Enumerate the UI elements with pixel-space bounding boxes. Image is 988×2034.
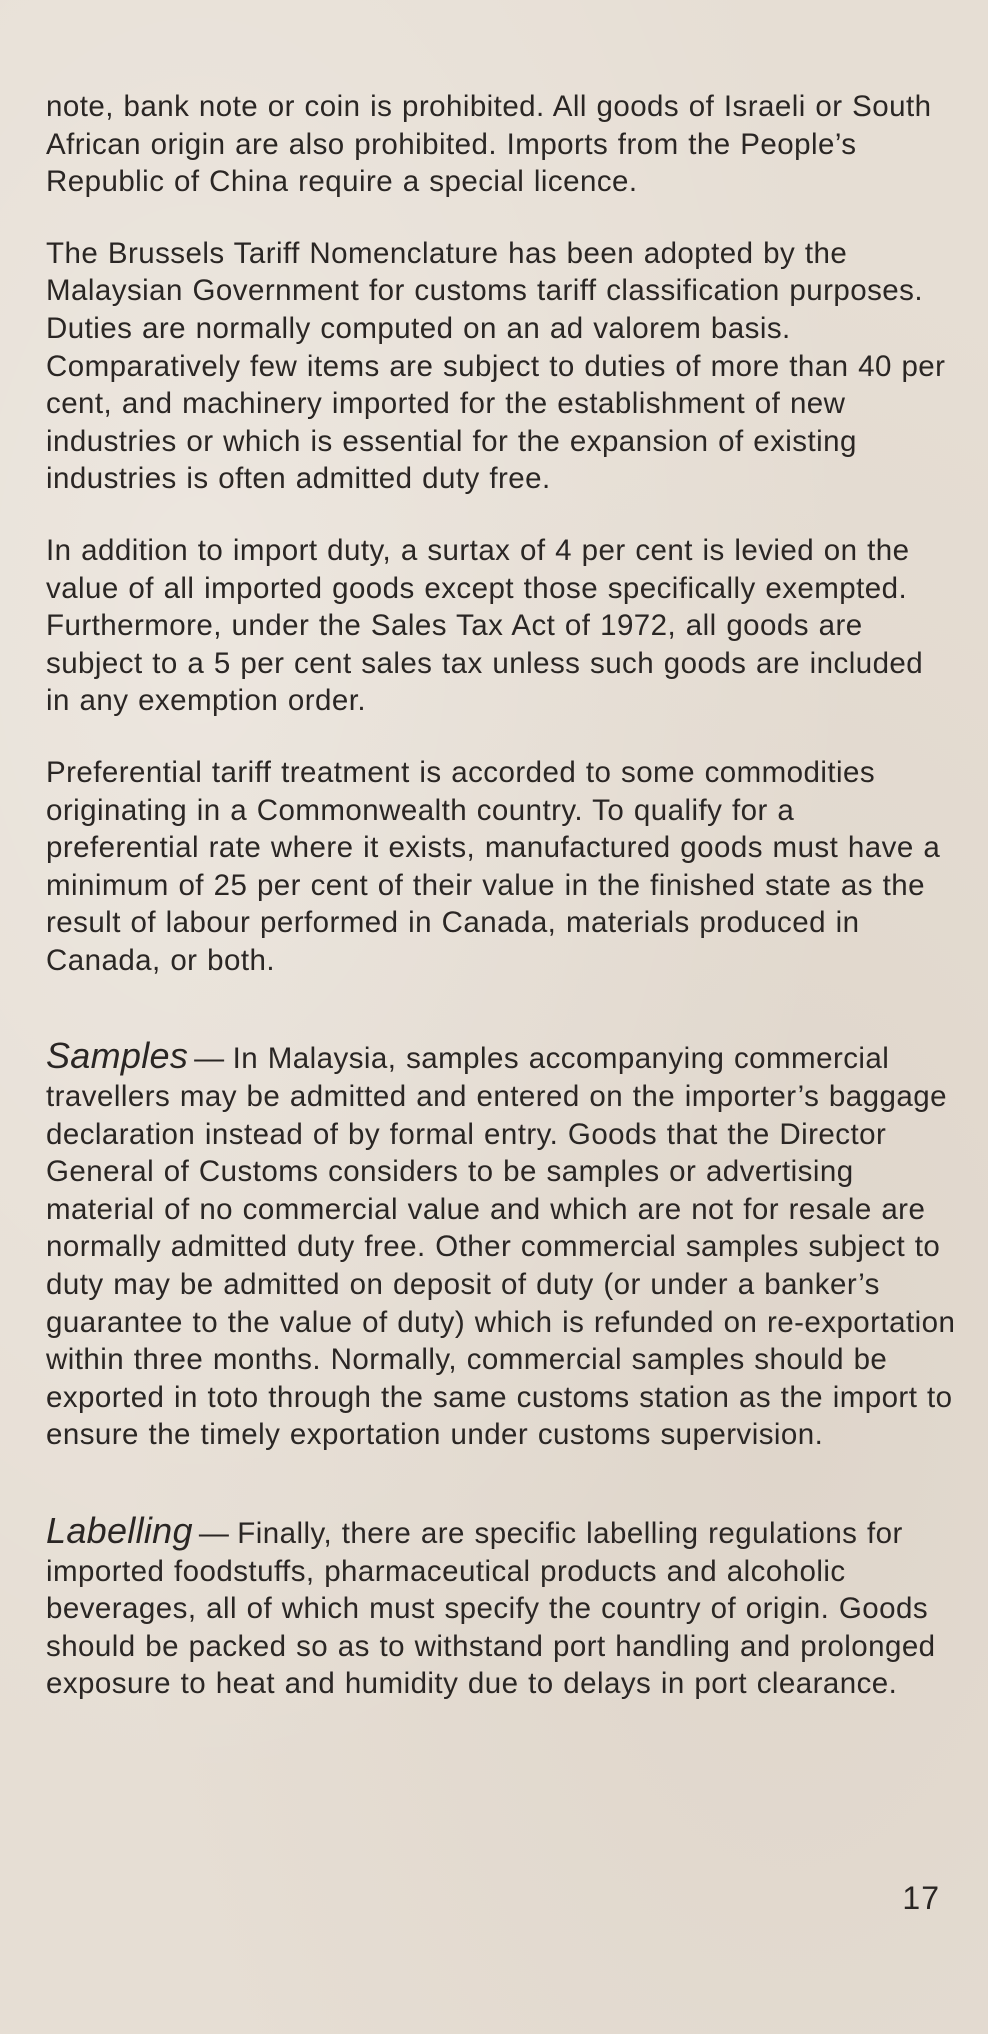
- labelling-text: Finally, there are specific labelling regulations for imported foodstuffs, pharmaceutical products and alcoholic beverages, all of which must specify the country of origin. Goods should be packed so as to withstand port handling and prolonged exposure to heat and humidity due to delays in port clearance.: [46, 1517, 936, 1701]
- samples-section: [46, 1037, 956, 1454]
- labelling-section: [46, 1512, 956, 1703]
- page-number: 17: [902, 1880, 940, 1916]
- samples-text: In Malaysia, samples accompanying commercial travellers may be admitted and entered on the importer’s baggage declaration instead of by formal entry. Goods that the Director General of Customs considers to be samples or advertising material of no commercial value and which are not for resale are normally admitted duty free. Other commercial samples subject to duty may be admitted on deposit of duty (or under a banker’s guarantee to the value of duty) which is refunded on re-exportation within three months. Normally, commercial samples should be exported in toto through the same customs station as the import to ensure the timely exportation under customs supervision.: [46, 1042, 956, 1452]
- labelling-heading: Labelling: [46, 1510, 193, 1551]
- paragraph-surtax: In addition to import duty, a surtax of 4 per cent is levied on the value of all imported goods except those specifically exempted. Furthermore, under the Sales Tax Act of 1972, all goods are subject to a 5 per cent sales tax unless such goods are included in any exemption order.: [46, 533, 924, 718]
- page-body: [46, 88, 956, 1737]
- paragraph-preferential-tariff: Preferential tariff treatment is accorded to some commodities originating in a Commonwealth country. To qualify for a preferential rate where it exists, manufactured goods must have a minimum of 25 per cent of their value in the finished state as the result of labour performed in Canada, materials produced in Canada, or both.: [46, 755, 941, 977]
- samples-dash: —: [194, 1042, 225, 1076]
- paragraph-prohibited-imports: note, bank note or coin is prohibited. All goods of Israeli or South African origin are also prohibited. Imports from the People’s Republic of China require a special licence.: [46, 90, 932, 199]
- paragraph-tariff-nomenclature: The Brussels Tariff Nomenclature has been adopted by the Malaysian Government for customs tariff classification purposes. Duties are normally computed on an ad valorem basis. Comparatively few items are subject to duties of more than 40 per cent, and machinery imported for the establishment of new industries or which is essential for the expansion of existing industries is often admitted duty free.: [46, 236, 946, 496]
- samples-heading: Samples: [46, 1035, 189, 1077]
- labelling-dash: —: [198, 1517, 230, 1550]
